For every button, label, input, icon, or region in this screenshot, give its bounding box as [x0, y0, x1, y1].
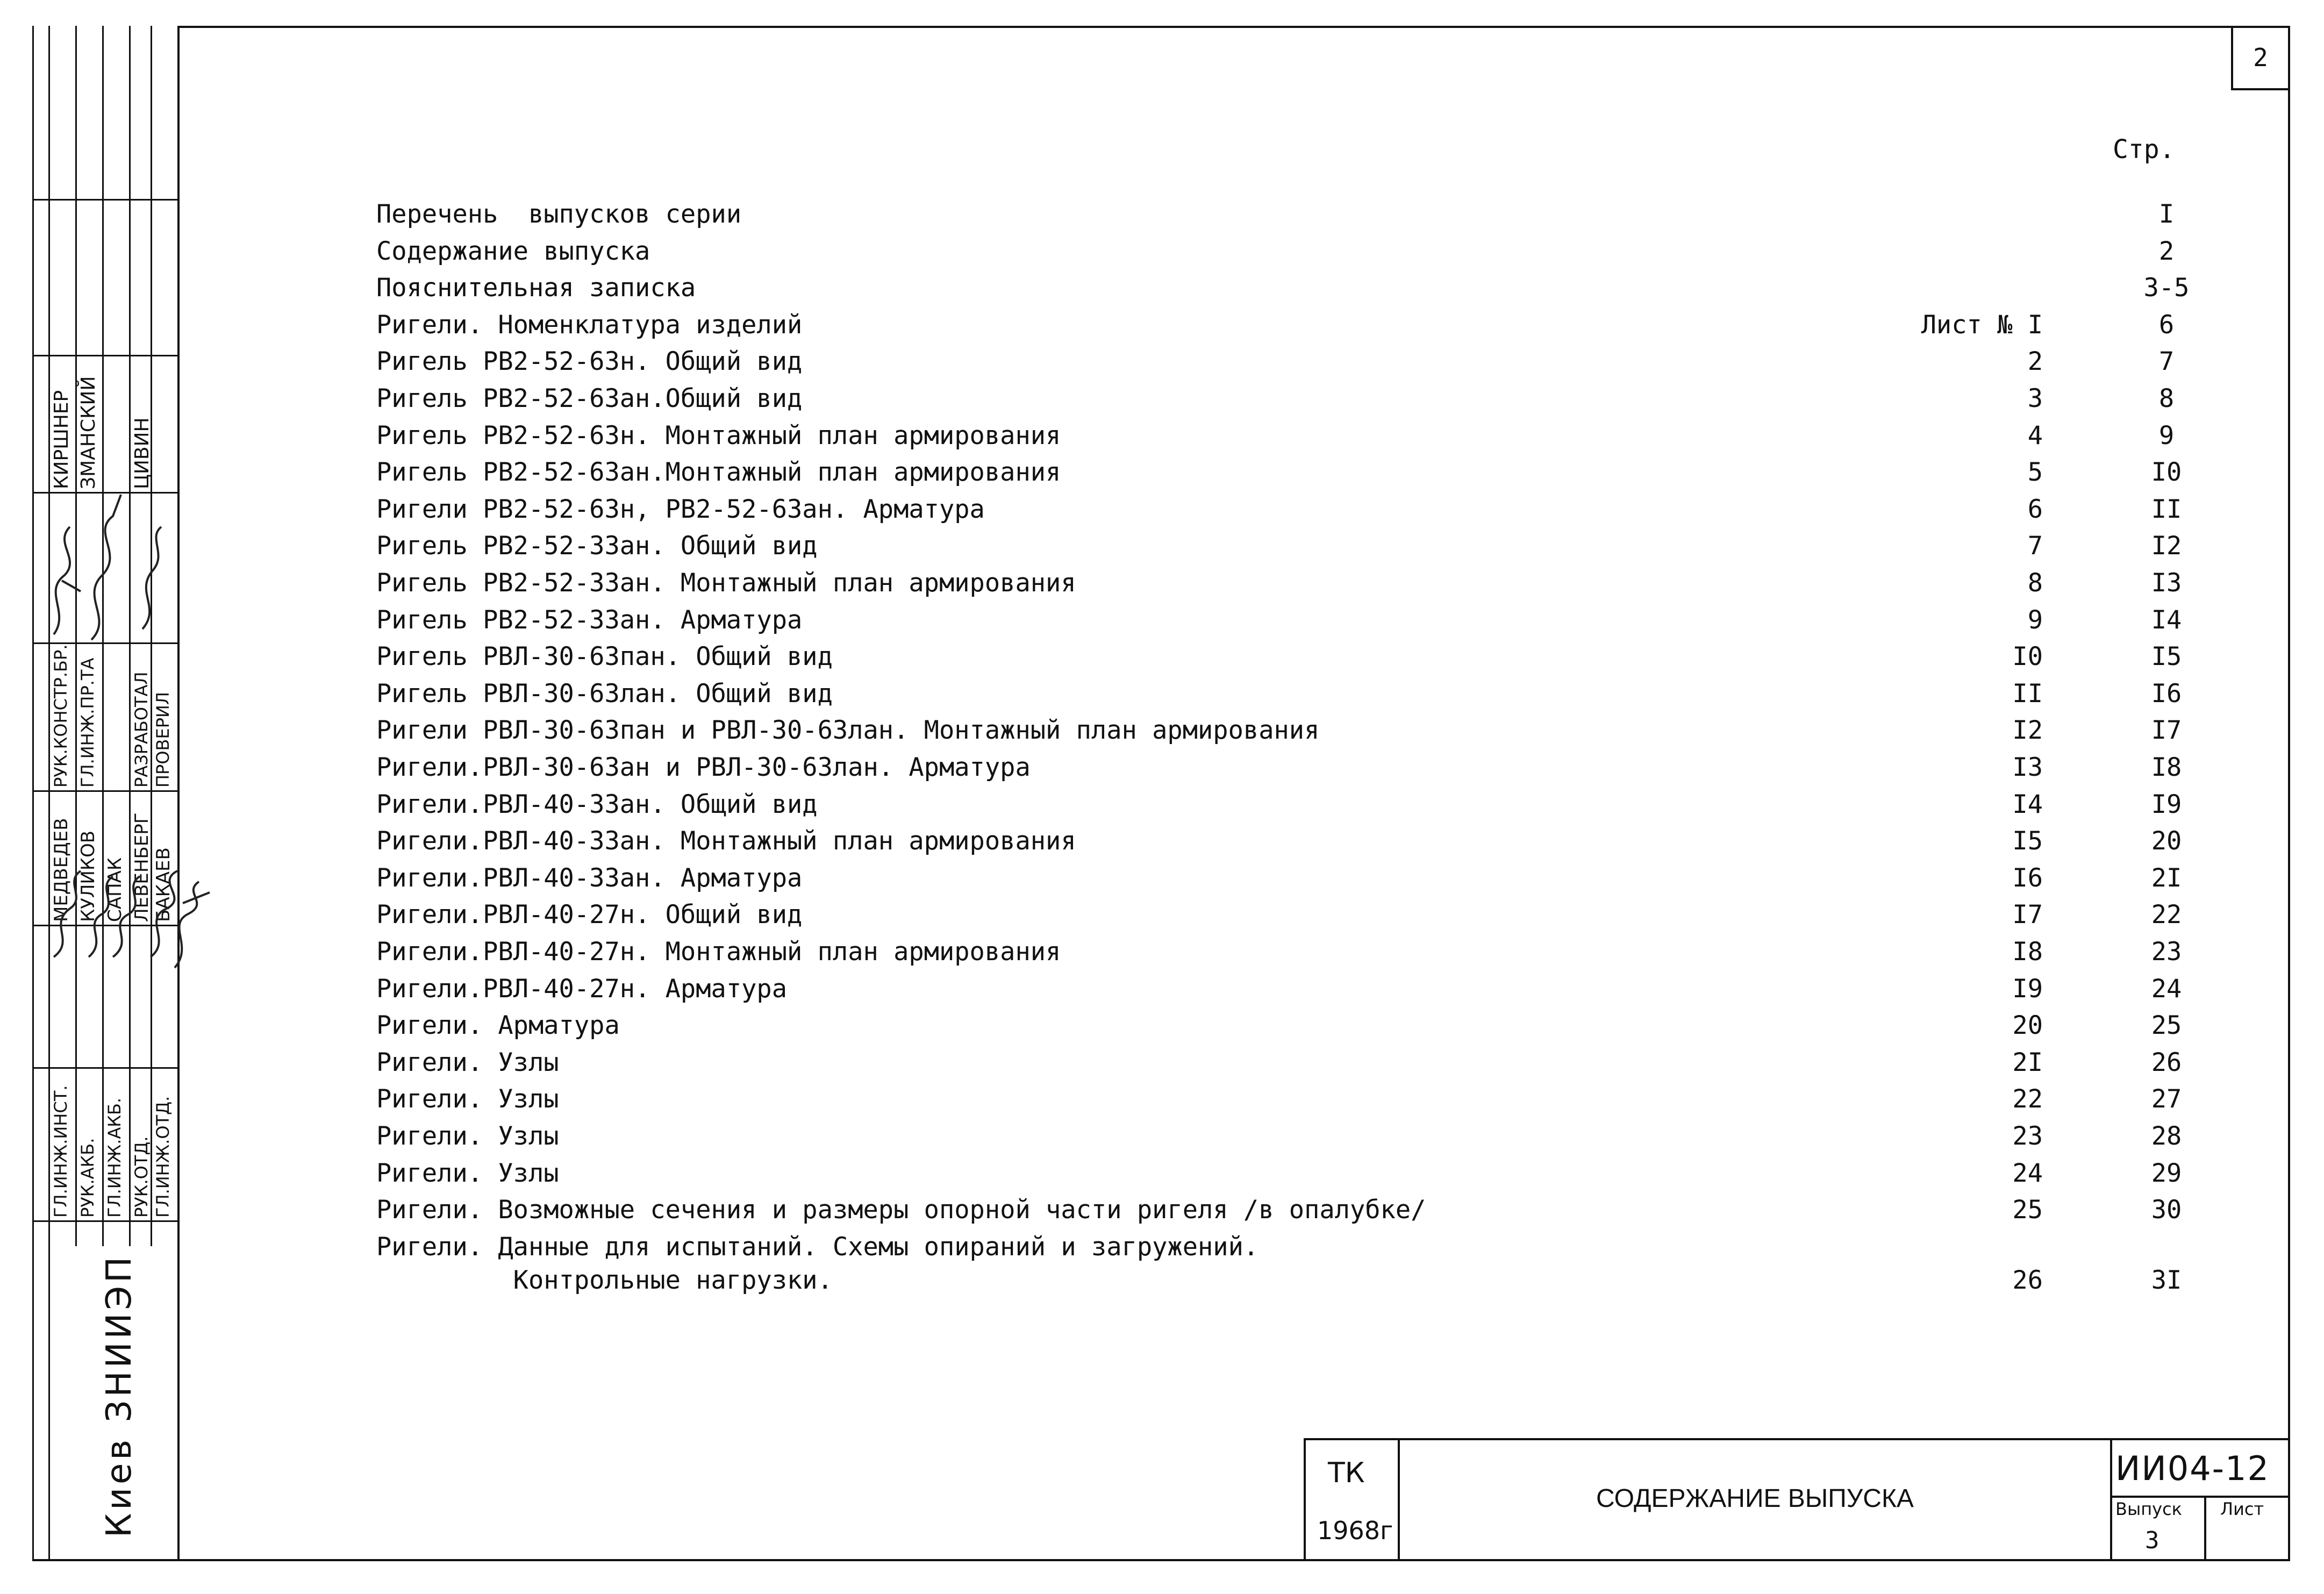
toc-sheet-number: I3 — [2012, 753, 2043, 782]
toc-sheet-number: I5 — [2012, 826, 2043, 856]
tk-label: ТК — [1328, 1457, 1365, 1489]
toc-row — [376, 1118, 2183, 1155]
toc-page-number: 20 — [2151, 826, 2182, 856]
toc-page-number: 24 — [2151, 974, 2182, 1004]
stamp-name: ЛЕВЕНБЕРГ — [131, 812, 153, 922]
toc-page-number: I3 — [2151, 568, 2182, 598]
stamp-role: ГЛ.ИНЖ.АКБ. — [104, 1097, 125, 1218]
toc-sheet-number: 7 — [2027, 531, 2043, 561]
year-label: 1968г — [1317, 1516, 1393, 1545]
toc-row — [376, 1007, 2183, 1044]
toc-page-number: 7 — [2158, 347, 2175, 377]
toc-title: Ригели.РВЛ-40-33ан. Монтажный план армирования — [376, 826, 1076, 856]
toc-page-number: 2I — [2151, 863, 2182, 893]
document-title: СОДЕРЖАНИЕ ВЫПУСКА — [1596, 1484, 1914, 1513]
toc-title: Ригели. Возможные сечения и размеры опорной части ригеля /в опалубке/ — [376, 1195, 1426, 1225]
toc-row — [376, 1155, 2183, 1192]
toc-page-number: 3-5 — [2143, 273, 2190, 303]
toc-page-number: 2 — [2158, 236, 2175, 266]
toc-sheet-number: Лист № I — [1921, 310, 2043, 340]
toc-title: Ригель РВ2-52-63ан.Монтажный план армирования — [376, 458, 1061, 488]
toc-page-number: I4 — [2151, 605, 2182, 635]
stamp-name: КИРШНЕР — [51, 390, 73, 489]
stamp-role: РАЗРАБОТАЛ — [131, 671, 152, 788]
stamp-name: ЗМАНСКИЙ — [77, 376, 99, 489]
toc-page-number: 9 — [2158, 420, 2175, 451]
toc-title: Ригель РВЛ-30-63пан. Общий вид — [376, 642, 833, 672]
toc-title: Ригели. Узлы — [376, 1121, 559, 1151]
toc-title: Ригели РВ2-52-63н, РВ2-52-63ан. Арматура — [376, 494, 985, 524]
stamp-role: РУК.ОТД. — [131, 1136, 152, 1218]
issue-label: Выпуск — [2115, 1499, 2182, 1519]
toc-title: Ригели. Узлы — [376, 1047, 559, 1077]
toc-sheet-number: 4 — [2027, 420, 2043, 451]
toc-sheet-number: 9 — [2027, 605, 2043, 635]
toc-page-number: I2 — [2151, 531, 2182, 561]
toc-sheet-number: 3 — [2027, 384, 2043, 413]
toc-sheet-number: II — [2012, 678, 2043, 709]
toc-page-number: I9 — [2151, 789, 2182, 819]
toc-title: Ригели.РВЛ-40-27н. Общий вид — [376, 900, 803, 930]
toc-row — [376, 454, 2183, 491]
toc-page-number: 27 — [2151, 1084, 2182, 1114]
toc-row — [376, 749, 2183, 786]
toc-title: Ригели. Номенклатура изделий — [376, 310, 803, 340]
toc-title: Ригели. Данные для испытаний. Схемы опираний и загружений. — [376, 1232, 1259, 1262]
toc-sheet-number: I6 — [2012, 863, 2043, 893]
toc-row — [376, 1081, 2183, 1118]
toc-sheet-number: 8 — [2027, 568, 2043, 598]
toc-row — [376, 270, 2190, 306]
toc-page-number: 3I — [2151, 1265, 2182, 1295]
toc-sheet-number: I9 — [2012, 974, 2043, 1004]
toc-row — [376, 1045, 2183, 1081]
toc-sheet-number: 2I — [2012, 1047, 2043, 1077]
toc-row — [376, 860, 2183, 897]
stamp-role: РУК.АКБ. — [77, 1138, 98, 1218]
toc-title: Перечень выпусков серии — [376, 199, 742, 229]
toc-sheet-number: 25 — [2012, 1195, 2043, 1225]
toc-page-number: I5 — [2151, 642, 2182, 672]
toc-row — [376, 1262, 2183, 1299]
toc-title: Ригели.РВЛ-40-33ан. Общий вид — [376, 789, 818, 819]
toc-title: Ригели. Арматура — [376, 1011, 620, 1041]
toc-row — [376, 233, 2183, 270]
toc-row — [376, 381, 2183, 417]
title-block-divider — [2110, 1496, 2290, 1498]
toc-title: Ригель РВЛ-30-63лан. Общий вид — [376, 678, 833, 709]
toc-title: Ригели. Узлы — [376, 1084, 559, 1114]
toc-title: Ригель РВ2-52-63ан.Общий вид — [376, 384, 803, 413]
toc-row — [376, 418, 2183, 454]
toc-page-number: 8 — [2158, 384, 2175, 413]
toc-sheet-number: I2 — [2012, 716, 2043, 746]
toc-page-number: 6 — [2158, 310, 2175, 340]
toc-sheet-number: 23 — [2012, 1121, 2043, 1151]
stamp-role: ГЛ.ИНЖ.ОТД. — [153, 1096, 173, 1218]
toc-row — [376, 639, 2183, 675]
stamp-name: САПАК — [104, 857, 126, 922]
toc-row — [376, 712, 2183, 749]
toc-row — [376, 823, 2183, 860]
stamp-name: ЦИВИН — [131, 417, 153, 489]
toc-sheet-number: 6 — [2027, 494, 2043, 524]
toc-title: Ригели РВЛ-30-63пан и РВЛ-30-63лан. Монтажный план армирования — [376, 716, 1320, 746]
stamp-name: КУЛИКОВ — [77, 830, 99, 922]
page-number-box — [2231, 26, 2290, 90]
toc-row — [376, 897, 2183, 933]
toc-row — [376, 676, 2183, 712]
toc-row — [376, 1229, 2183, 1266]
stamp-line — [32, 355, 178, 356]
toc-row — [376, 602, 2183, 639]
toc-sheet-number: 22 — [2012, 1084, 2043, 1114]
toc-page-number: II — [2151, 494, 2182, 524]
toc-page-number: I0 — [2151, 458, 2182, 488]
toc-title: Ригели. Узлы — [376, 1158, 559, 1188]
toc-sheet-number: 26 — [2012, 1265, 2043, 1295]
toc-page-number: 23 — [2151, 937, 2182, 967]
toc-row — [376, 528, 2183, 564]
toc-page-number: 26 — [2151, 1047, 2182, 1077]
signatures-drawing — [32, 484, 226, 1075]
sheet-label: Лист — [2220, 1499, 2264, 1519]
stamp-name: БАКАЕВ — [153, 847, 174, 922]
organization-name: Киев ЗНИИЭП — [99, 1253, 139, 1538]
toc-row — [376, 196, 2183, 233]
series-code: ИИ04-12 — [2115, 1449, 2270, 1488]
toc-sheet-number: 20 — [2012, 1011, 2043, 1041]
stamp-name: МЕДВЕДЕВ — [51, 818, 72, 922]
toc-sheet-number: I0 — [2012, 642, 2043, 672]
toc-page-number: I — [2158, 199, 2175, 229]
toc-sheet-number: I7 — [2012, 900, 2043, 930]
issue-number: 3 — [2145, 1527, 2159, 1554]
toc-page-number: 29 — [2151, 1158, 2182, 1188]
toc-page-number: I8 — [2151, 753, 2182, 782]
toc-page-number: I7 — [2151, 716, 2182, 746]
toc-page-number: 22 — [2151, 900, 2182, 930]
toc-title: Ригели.РВЛ-40-27н. Арматура — [376, 974, 788, 1004]
toc-row — [376, 787, 2183, 823]
toc-title: Контрольные нагрузки. — [376, 1265, 833, 1295]
toc-sheet-number: 5 — [2027, 458, 2043, 488]
toc-sheet-number: I8 — [2012, 937, 2043, 967]
stamp-line — [32, 199, 178, 201]
stamp-role: ПРОВЕРИЛ — [153, 691, 173, 788]
toc-row — [376, 971, 2183, 1007]
stamp-role: РУК.КОНСТР.БР. — [51, 644, 71, 788]
toc-page-number: I6 — [2151, 678, 2182, 709]
toc-sheet-number: 24 — [2012, 1158, 2043, 1188]
toc-title: Ригели.РВЛ-40-33ан. Арматура — [376, 863, 803, 893]
toc-title: Ригель РВ2-52-33ан. Арматура — [376, 605, 803, 635]
toc-row — [376, 344, 2183, 380]
toc-sheet-number: 2 — [2027, 347, 2043, 377]
toc-title: Содержание выпуска — [376, 236, 650, 266]
title-block-divider — [2110, 1438, 2112, 1561]
toc-row — [376, 491, 2183, 528]
toc-row — [376, 307, 2183, 344]
toc-title: Ригели.РВЛ-40-27н. Монтажный план армирования — [376, 937, 1061, 967]
stamp-line — [32, 1220, 178, 1222]
toc-row — [376, 1192, 2183, 1228]
toc-title: Пояснительная записка — [376, 273, 696, 303]
toc-page-number: 28 — [2151, 1121, 2182, 1151]
frame-top-border — [177, 26, 2289, 28]
title-block-divider — [2204, 1496, 2206, 1561]
toc-page-number: 30 — [2151, 1195, 2182, 1225]
toc-title: Ригель РВ2-52-33ан. Монтажный план армирования — [376, 568, 1076, 598]
toc-title: Ригель РВ2-52-63н. Монтажный план армирования — [376, 420, 1061, 451]
toc-sheet-number: I4 — [2012, 789, 2043, 819]
frame-right-border — [2288, 86, 2290, 1561]
stamp-role: ГЛ.ИНЖ.ПР.ТА — [77, 657, 98, 788]
page-number: 2 — [2253, 43, 2268, 72]
toc-page-number: 25 — [2151, 1011, 2182, 1041]
toc-row — [376, 565, 2183, 602]
toc-title: Ригель РВ2-52-33ан. Общий вид — [376, 531, 818, 561]
page-column-header: Стр. — [2113, 134, 2175, 165]
toc-title: Ригели.РВЛ-30-63ан и РВЛ-30-63лан. Арматура — [376, 753, 1031, 782]
toc-title: Ригель РВ2-52-63н. Общий вид — [376, 347, 803, 377]
toc-row — [376, 934, 2183, 970]
stamp-role: ГЛ.ИНЖ.ИНСТ. — [51, 1085, 71, 1218]
